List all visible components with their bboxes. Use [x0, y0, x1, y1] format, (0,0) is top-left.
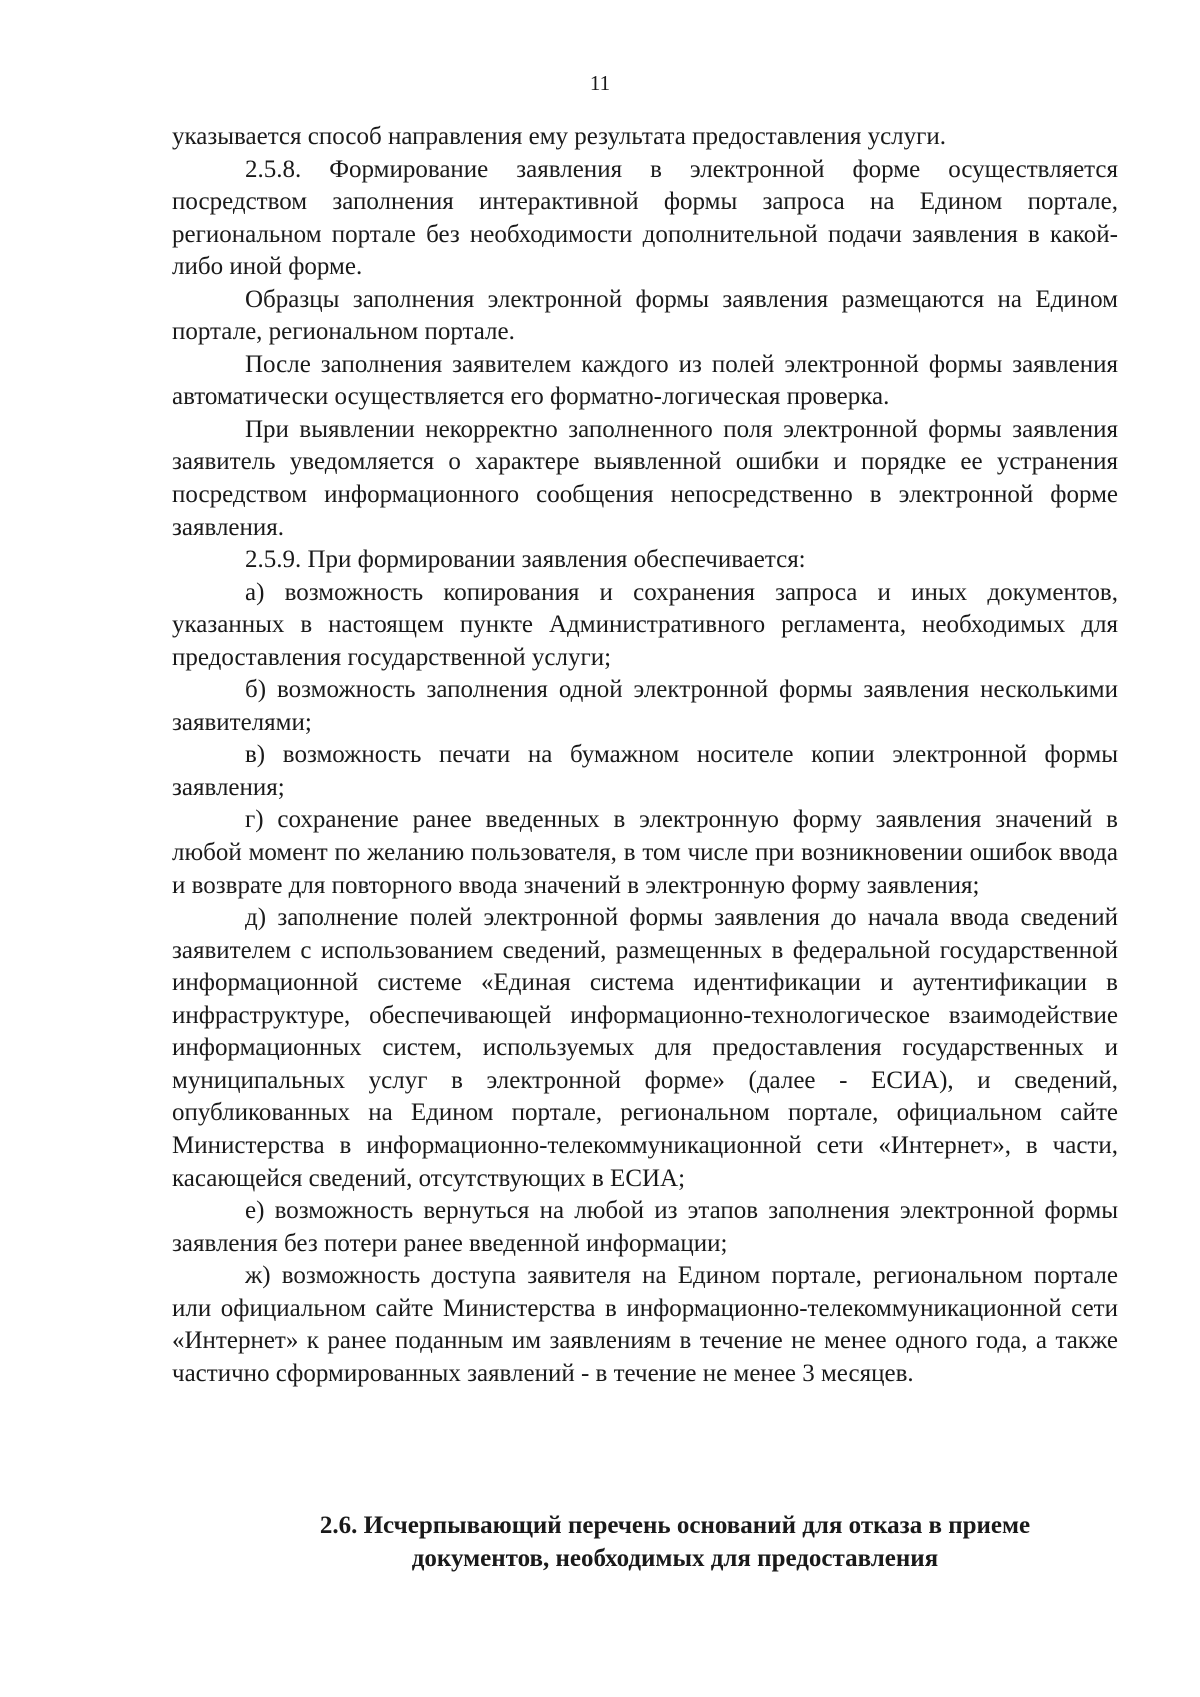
- list-item: а) возможность копирования и сохранения запроса и иных документов, указанных в настоящем пункте Административного регламента, необходимых для предоставления государственной услуги;: [172, 578, 1118, 671]
- list-item: ж) возможность доступа заявителя на Едином портале, региональном портале или официальном сайте Министерства в информационно-телекоммуникационной сети «Интернет» к ранее поданным им заявлениям в течение не менее одного года, а также частично сформированных заявлений - в течение не менее 3 месяцев.: [172, 1262, 1118, 1387]
- list-item: в) возможность печати на бумажном носителе копии электронной формы заявления;: [172, 741, 1118, 801]
- section-heading-line: 2.6. Исчерпывающий перечень оснований для отказа в приеме: [319, 1512, 1031, 1539]
- paragraph: указывается способ направления ему результата предоставления услуги.: [172, 123, 947, 150]
- paragraph: Образцы заполнения электронной формы заявления размещаются на Едином портале, региональном портале.: [172, 285, 1118, 346]
- paragraph: При выявлении некорректно заполненного поля электронной формы заявления заявитель уведомляется о характере выявленной ошибки и порядке ее устранения посредством информационного сообщения непосредственно в электронной форме заявления.: [172, 415, 1118, 541]
- list-item: б) возможность заполнения одной электронной формы заявления несколькими заявителями;: [172, 676, 1118, 736]
- body-text: [172, 121, 1118, 1390]
- paragraph: 2.5.8. Формирование заявления в электронной форме осуществляется посредством заполнения интерактивной формы запроса на Едином портале, региональном портале без необходимости дополнительной подачи заявления в какой-либо иной форме.: [172, 155, 1118, 281]
- paragraph: После заполнения заявителем каждого из полей электронной формы заявления автоматически осуществляется его форматно-логическая проверка.: [172, 350, 1118, 411]
- page-number: 11: [589, 71, 611, 95]
- list-item: д) заполнение полей электронной формы заявления до начала ввода сведений заявителем с использованием сведений, размещенных в федеральной государственной информационной системе «Единая система идентификации и аутентификации в инфраструктуре, обеспечивающей информационно-технологическое взаимодействие информационных систем, используемых для предоставления государственных и муниципальных услуг в электронной форме» (далее - ЕСИА), и сведений, опубликованных на Едином портале, региональном портале, официальном сайте Министерства в информационно-телекоммуникационной сети «Интернет», в части, касающейся сведений, отсутствующих в ЕСИА;: [172, 904, 1118, 1192]
- section-heading-line: документов, необходимых для предоставления: [411, 1544, 939, 1572]
- paragraph: 2.5.9. При формировании заявления обеспечивается:: [245, 546, 806, 574]
- section-heading: [250, 1510, 1100, 1575]
- list-item: е) возможность вернуться на любой из этапов заполнения электронной формы заявления без потери ранее введенной информации;: [172, 1197, 1118, 1257]
- list-item: г) сохранение ранее введенных в электронную форму заявления значений в любой момент по желанию пользователя, в том числе при возникновении ошибок ввода и возврате для повторного ввода значений в электронную форму заявления;: [172, 806, 1118, 899]
